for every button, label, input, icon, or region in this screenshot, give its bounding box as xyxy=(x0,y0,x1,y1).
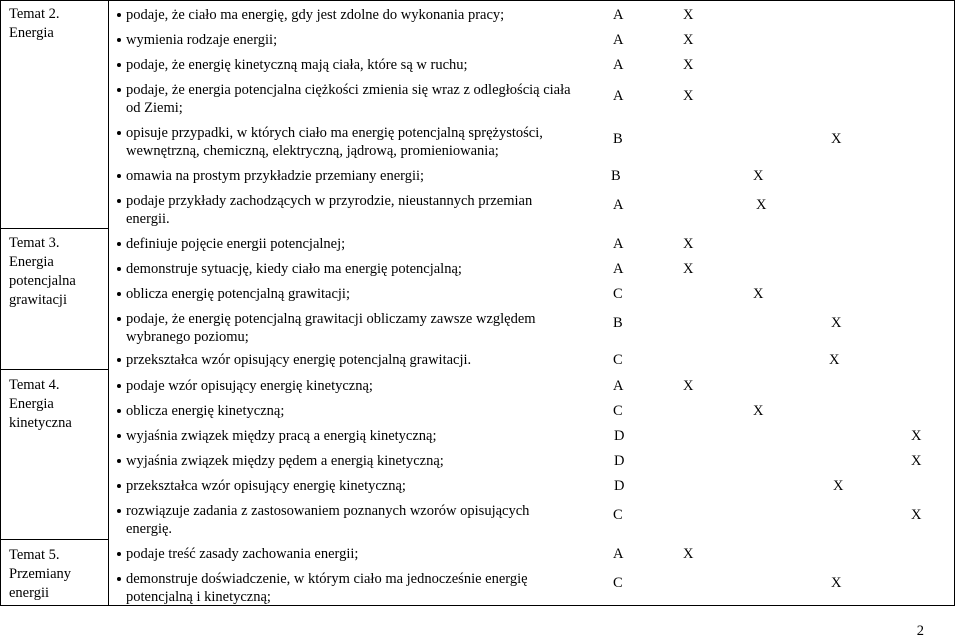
requirement-line: wybranego poziomu; xyxy=(126,329,249,345)
requirement-mark: X xyxy=(753,286,764,302)
topic-line: Temat 3. xyxy=(9,235,60,251)
topic-label xyxy=(9,234,76,310)
page-number: 2 xyxy=(916,623,924,639)
requirement-mark: X xyxy=(683,546,694,562)
requirement-line: podaje, że energię kinetyczną mają ciała, które są w ruchu; xyxy=(126,57,468,73)
requirement-line: wewnętrzną, chemiczną, elektryczną, jądrową, promieniowania; xyxy=(126,143,499,159)
requirement-line: od Ziemi; xyxy=(126,100,183,116)
requirement-level: C xyxy=(613,403,623,419)
requirement-mark: X xyxy=(831,315,842,331)
requirement-line: podaje wzór opisujący energię kinetyczną; xyxy=(126,378,373,394)
requirement-mark: X xyxy=(911,428,922,444)
requirement-line: przekształca wzór opisujący energię kinetyczną; xyxy=(126,478,406,494)
requirement-level: B xyxy=(613,131,623,147)
requirement-mark: X xyxy=(831,575,842,591)
requirement-mark: X xyxy=(756,197,767,213)
bullet-icon xyxy=(117,63,121,67)
bullet-icon xyxy=(117,509,121,513)
requirement-text xyxy=(126,502,529,538)
requirement-line: omawia na prostym przykładzie przemiany energii; xyxy=(126,168,425,184)
requirement-level: A xyxy=(613,197,624,213)
requirement-text xyxy=(126,402,284,420)
requirement-text xyxy=(126,235,345,253)
requirement-line: podaje, że ciało ma energię, gdy jest zdolne do wykonania pracy; xyxy=(126,7,505,23)
requirement-line: potencjalną i kinetyczną; xyxy=(126,589,271,605)
bullet-icon xyxy=(117,577,121,581)
requirement-line: oblicza energię potencjalną grawitacji; xyxy=(126,286,350,302)
requirement-level: D xyxy=(614,478,625,494)
bullet-icon xyxy=(117,13,121,17)
topic-line: potencjalna xyxy=(9,273,76,289)
requirement-line: demonstruje sytuację, kiedy ciało ma energię potencjalną; xyxy=(126,261,462,277)
requirement-mark: X xyxy=(911,453,922,469)
requirement-line: wyjaśnia związek między pracą a energią kinetyczną; xyxy=(126,428,437,444)
requirement-text xyxy=(126,31,277,49)
topic-line: Energia xyxy=(9,254,54,270)
requirement-text xyxy=(126,81,571,117)
bullet-icon xyxy=(117,88,121,92)
bullet-icon xyxy=(117,459,121,463)
requirement-text xyxy=(126,377,373,395)
bullet-icon xyxy=(117,434,121,438)
requirement-line: podaje przykłady zachodzących w przyrodzie, nieustannych przemian xyxy=(126,193,533,209)
topic-line: Temat 5. xyxy=(9,547,60,563)
requirement-mark: X xyxy=(753,168,764,184)
requirement-mark: X xyxy=(683,88,694,104)
column-divider xyxy=(108,1,109,605)
bullet-icon xyxy=(117,317,121,321)
topic-line: Energia xyxy=(9,396,54,412)
requirement-text xyxy=(126,192,532,228)
requirement-level: D xyxy=(614,453,625,469)
requirement-text xyxy=(126,427,437,445)
topic-divider xyxy=(1,228,108,229)
bullet-icon xyxy=(117,292,121,296)
topic-divider xyxy=(1,369,108,370)
topic-line: kinetyczna xyxy=(9,415,72,431)
requirement-mark: X xyxy=(683,378,694,394)
requirement-line: opisuje przypadki, w których ciało ma energię potencjalną sprężystości, xyxy=(126,125,543,141)
requirement-level: B xyxy=(613,315,623,331)
topic-line: Temat 2. xyxy=(9,6,60,22)
requirement-level: C xyxy=(613,575,623,591)
topic-line: Energia xyxy=(9,25,54,41)
requirement-line: podaje, że energia potencjalna ciężkości zmienia się wraz z odległością ciała xyxy=(126,82,571,98)
requirement-text xyxy=(126,260,462,278)
topic-label xyxy=(9,376,72,433)
requirement-level: B xyxy=(611,168,621,184)
requirement-line: rozwiązuje zadania z zastosowaniem poznanych wzorów opisujących xyxy=(126,503,530,519)
bullet-icon xyxy=(117,358,121,362)
requirement-level: C xyxy=(613,352,623,368)
requirement-line: demonstruje doświadczenie, w którym ciało ma jednocześnie energię xyxy=(126,571,528,587)
requirement-text xyxy=(126,285,350,303)
requirement-line: podaje, że energię potencjalną grawitacji obliczamy zawsze względem xyxy=(126,311,536,327)
requirement-mark: X xyxy=(753,403,764,419)
requirement-level: A xyxy=(613,7,624,23)
requirement-line: wyjaśnia związek między pędem a energią kinetyczną; xyxy=(126,453,444,469)
bullet-icon xyxy=(117,552,121,556)
requirement-text xyxy=(126,351,471,369)
requirement-text xyxy=(126,56,468,74)
requirement-level: A xyxy=(613,32,624,48)
bullet-icon xyxy=(117,174,121,178)
bullet-icon xyxy=(117,199,121,203)
topic-line: grawitacji xyxy=(9,292,67,308)
bullet-icon xyxy=(117,484,121,488)
requirement-mark: X xyxy=(833,478,844,494)
requirement-mark: X xyxy=(911,507,922,523)
topic-label xyxy=(9,5,60,43)
topic-divider xyxy=(1,539,108,540)
requirement-text xyxy=(126,124,543,160)
requirement-mark: X xyxy=(829,352,840,368)
requirement-mark: X xyxy=(683,7,694,23)
topic-line: energii xyxy=(9,585,49,601)
bullet-icon xyxy=(117,242,121,246)
requirement-mark: X xyxy=(683,236,694,252)
bullet-icon xyxy=(117,38,121,42)
requirement-text xyxy=(126,167,424,185)
requirement-text xyxy=(126,452,444,470)
topic-line: Przemiany xyxy=(9,566,72,582)
requirement-line: przekształca wzór opisujący energię potencjalną grawitacji. xyxy=(126,352,472,368)
requirement-line: oblicza energię kinetyczną; xyxy=(126,403,285,419)
requirement-text xyxy=(126,310,536,346)
requirement-line: podaje treść zasady zachowania energii; xyxy=(126,546,359,562)
requirement-mark: X xyxy=(683,32,694,48)
requirement-text xyxy=(126,477,406,495)
requirement-mark: X xyxy=(831,131,842,147)
requirement-level: A xyxy=(613,57,624,73)
bullet-icon xyxy=(117,384,121,388)
requirement-level: A xyxy=(613,261,624,277)
requirement-line: wymienia rodzaje energii; xyxy=(126,32,278,48)
topic-line: Temat 4. xyxy=(9,377,60,393)
requirement-line: energię. xyxy=(126,521,173,537)
requirement-mark: X xyxy=(683,261,694,277)
bullet-icon xyxy=(117,131,121,135)
requirement-text xyxy=(126,6,504,24)
requirement-line: energii. xyxy=(126,211,170,227)
requirement-level: A xyxy=(613,88,624,104)
requirement-level: A xyxy=(613,236,624,252)
requirement-mark: X xyxy=(683,57,694,73)
requirement-level: C xyxy=(613,286,623,302)
requirement-level: D xyxy=(614,428,625,444)
requirement-level: A xyxy=(613,378,624,394)
requirement-text xyxy=(126,570,528,606)
bullet-icon xyxy=(117,409,121,413)
requirement-level: A xyxy=(613,546,624,562)
requirement-line: definiuje pojęcie energii potencjalnej; xyxy=(126,236,346,252)
requirement-text xyxy=(126,545,358,563)
topic-label xyxy=(9,546,71,603)
requirement-level: C xyxy=(613,507,623,523)
bullet-icon xyxy=(117,267,121,271)
